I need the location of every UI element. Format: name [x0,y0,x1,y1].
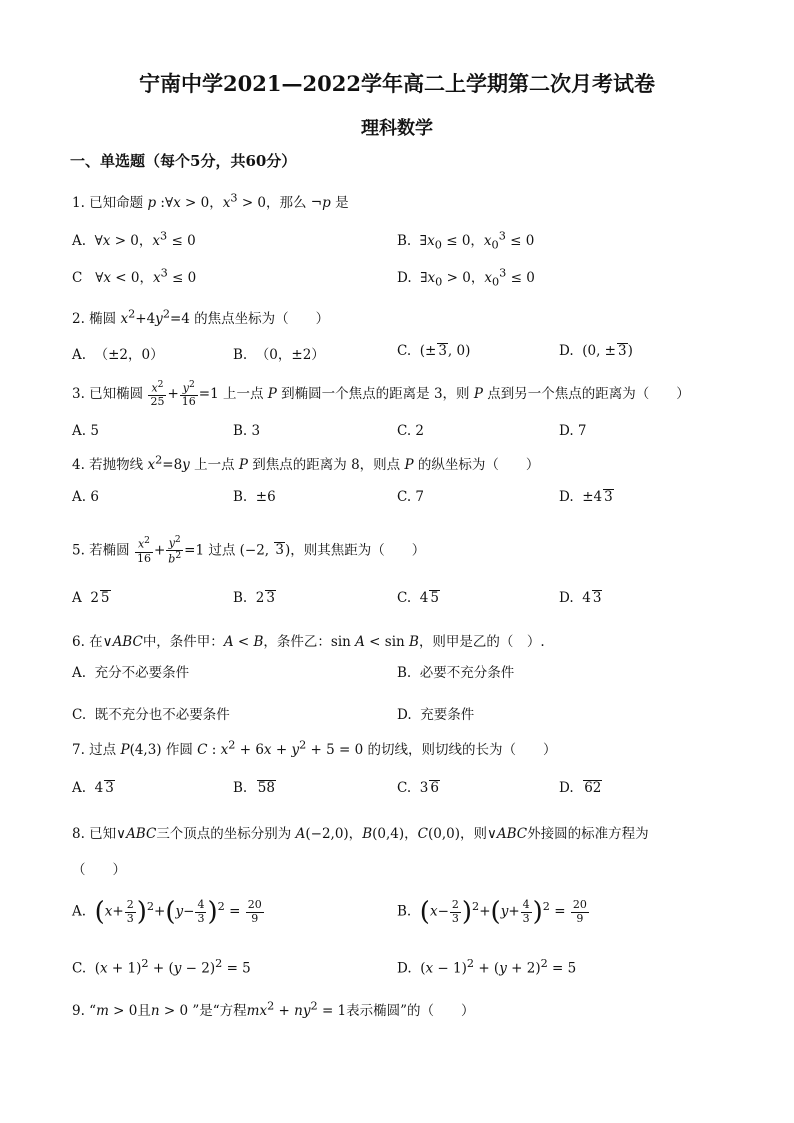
q2-option-d: D. (0, ± 3) [559,343,633,359]
q8-option-a: A. (x+ $\frac{2}{3}$ )$^2$+(y− $\frac{4}{3}$ )$^2$ = $\frac{20}{9}$ [72,897,262,927]
question-4: 4. 若抛物线 $x^2=8y$ 上一点 P 到焦点的距离为 8，则点 P 的纵坐标为（ ） [72,453,540,473]
q8-option-d: D. $(x - 1)^2 + (y + 2)^2 = 5$ [397,957,577,977]
question-8-cont: （ ） [72,862,126,878]
page-title: 宁南中学2021—2022学年高二上学期第二次月考试卷 [139,71,655,96]
q4-option-c: C. 7 [397,489,425,505]
q3-option-d: D. 7 [559,423,587,439]
q7-option-d: D. 62 [559,780,602,796]
question-7: 7. 过点 P(4,3) 作圆 C : $x^2 + 6x + y^2 + 5 = 0$ 的切线，则切线的长为（ ） [72,738,557,758]
q6-option-a: A. 充分不必要条件 [72,665,190,681]
q7-option-b: B. 58 [233,780,275,796]
q5-option-b: B. 2 3 [233,590,275,606]
q8-option-c: C. $(x + 1)^2 + (y - 2)^2 = 5$ [72,957,251,977]
q2-option-b: B. （0，±2） [233,347,325,363]
q3-option-a: A. 5 [72,423,99,439]
q3-option-c: C. 2 [397,423,425,439]
q3-option-b: B. 3 [233,423,261,439]
question-8: 8. 已知∨ABC三个顶点的坐标分别为 A(−2,0)，B(0,4)，C(0,0)，则∨ABC外接圆的标准方程为 [72,826,649,842]
q1-option-c: C ∀x < 0，$x^3 \le 0$ [72,266,197,286]
question-3: 3. 已知椭圆 $\frac{x^2}{25}$ + $\frac{y^2}{16}$ =1 上一点 P 到椭圆一个焦点的距离是 3，则 P 点到另一个焦点的距离为（ ） [72,379,690,409]
q6-option-d: D. 充要条件 [397,707,475,723]
q5-option-c: C. 4 5 [397,590,439,606]
q4-option-b: B. ±6 [233,489,276,505]
page-subtitle: 理科数学 [361,118,433,139]
q7-option-c: C. 3 6 [397,780,439,796]
q7-option-a: A. 4 3 [72,780,114,796]
q1-option-a: A. ∀x > 0，$x^3 \le 0$ [72,229,196,249]
question-6: 6. 在∨ABC中，条件甲：A < B，条件乙：sin A < sin B，则甲是乙的（ ）. [72,634,545,650]
question-2: 2. 椭圆 $x^2+4y^2=4$ 的焦点坐标为（ ） [72,307,330,327]
question-1: 1. 已知命题 p :∀x > 0，$x^3 > 0$，那么 ¬p 是 [72,191,349,211]
q1-option-b: B. $\exists x_0 \le 0$，$x_0^3 \le 0$ [397,229,535,252]
q4-option-a: A. 6 [72,489,99,505]
section-heading: 一、单选题（每个5分，共60分） [70,152,297,170]
question-9: 9. “m > 0且n > 0 ”是“方程$mx^2 + ny^2 = 1$表示椭圆”的（ ） [72,999,475,1019]
q2-option-a: A. （±2，0） [72,347,164,363]
q8-option-b: B. (x− $\frac{2}{3}$ )$^2$+(y+ $\frac{4}{3}$ )$^2$ = $\frac{20}{9}$ [397,897,587,927]
q4-option-d: D. ±4 3 [559,489,613,505]
question-5: 5. 若椭圆 $\frac{x^2}{16}$ + $\frac{y^2}{b^2}$ =1 过点 (−2, 3)，则其焦距为（ ） [72,534,426,566]
q2-option-c: C. (± 3, 0) [397,343,471,359]
q5-option-a: A 2 5 [72,590,110,606]
q6-option-c: C. 既不充分也不必要条件 [72,707,230,723]
q5-option-d: D. 4 3 [559,590,602,606]
q6-option-b: B. 必要不充分条件 [397,665,515,681]
q1-option-d: D. $\exists x_0 > 0$，$x_0^3 \le 0$ [397,266,535,289]
